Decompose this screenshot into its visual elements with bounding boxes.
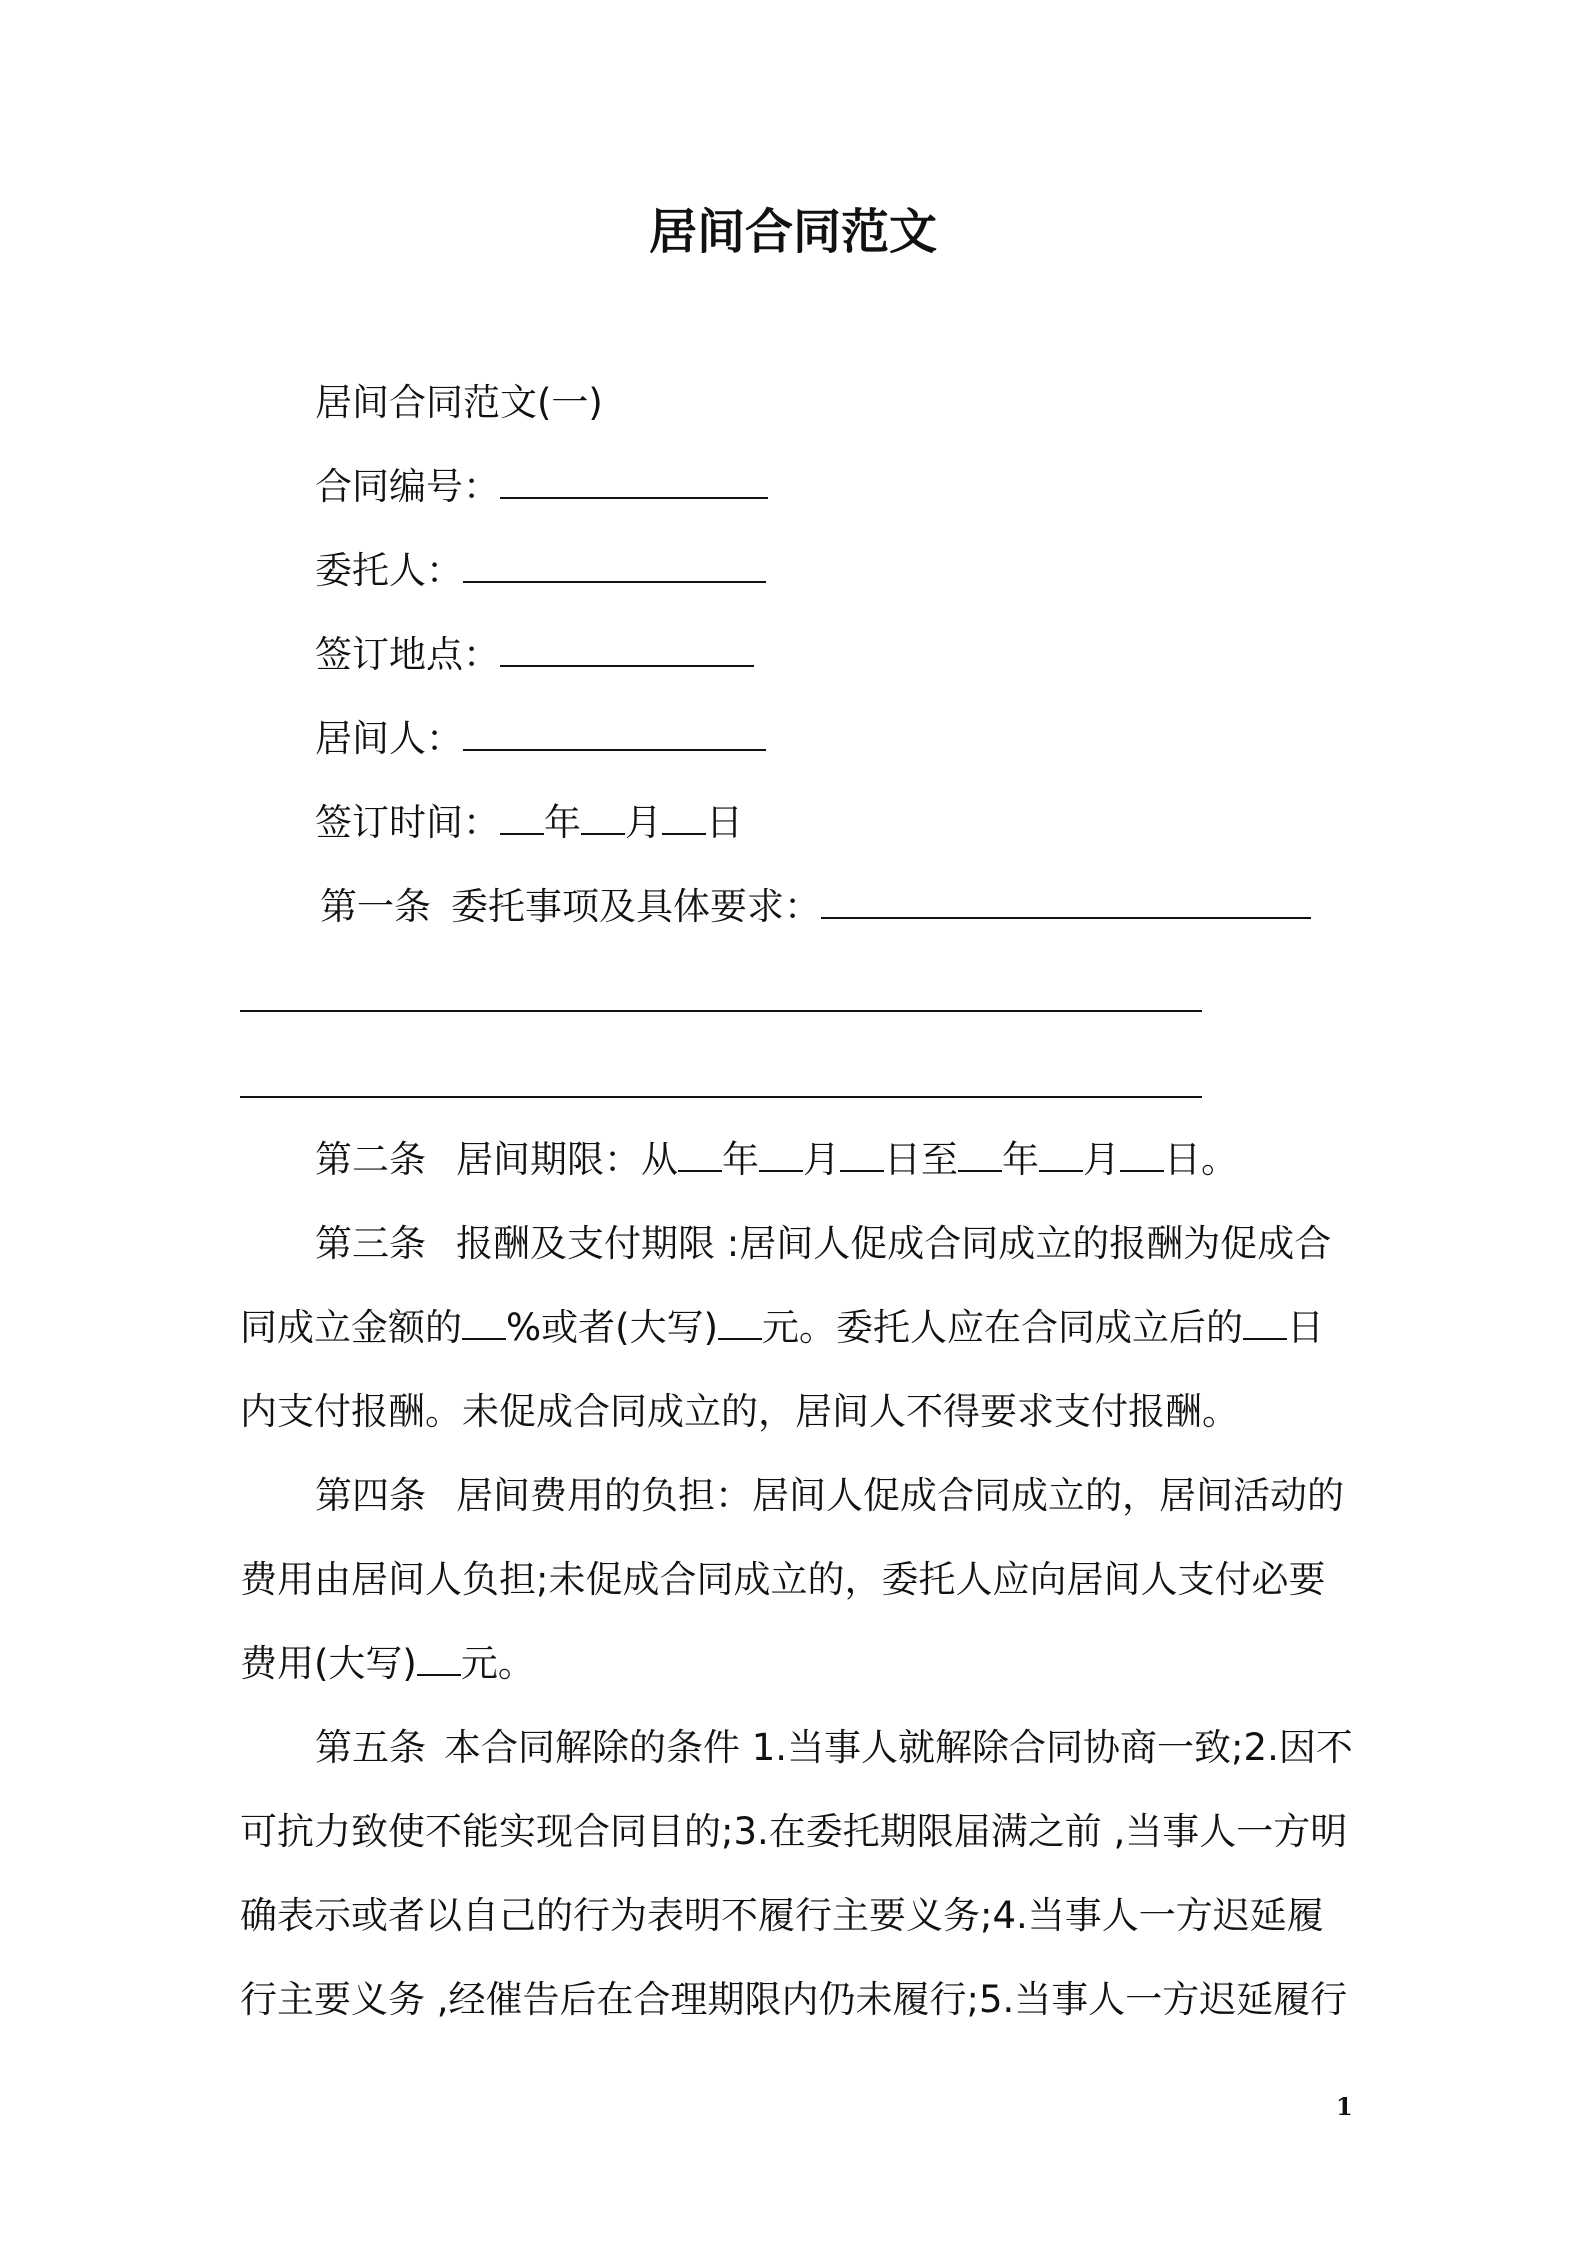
period-end-day-blank xyxy=(1120,1140,1164,1172)
principal-label: 委托人： xyxy=(315,549,463,592)
article-1-label: 第一条 xyxy=(320,885,431,928)
document-title: 居间合同范文 xyxy=(648,204,937,260)
commission-amount-blank xyxy=(718,1308,762,1340)
article-1-blank xyxy=(821,887,1311,919)
article-5-line-3: 确表示或者以自己的行为表明不履行主要义务;4.当事人一方迟延履 xyxy=(240,1894,1324,1937)
article-3-line-3: 内支付报酬。未促成合同成立的，居间人不得要求支付报酬。 xyxy=(240,1390,1239,1433)
article-1-line xyxy=(320,882,1311,932)
article-5-line-1 xyxy=(315,1723,1353,1773)
article-4-line-3 xyxy=(240,1639,535,1689)
article-5-line-4: 行主要义务 ,经催告后在合理期限内仍未履行;5.当事人一方迟延履行 xyxy=(240,1978,1348,2021)
sign-time-line xyxy=(315,798,743,848)
sign-place-line xyxy=(315,630,754,680)
article-5-line-2: 可抗力致使不能实现合同目的;3.在委托期限届满之前 ,当事人一方明 xyxy=(240,1810,1348,1853)
article-3-line-1 xyxy=(315,1219,1331,1269)
period-end-day-unit: 日。 xyxy=(1164,1138,1238,1181)
page-number: 1 xyxy=(1336,2092,1353,2121)
sign-place-blank xyxy=(500,635,754,667)
article-4-line-2: 费用由居间人负担;未促成合同成立的，委托人应向居间人支付必要 xyxy=(240,1558,1326,1601)
article-3-text-2a: 同成立金额的 xyxy=(240,1306,462,1349)
article-4-text-3b: 元。 xyxy=(460,1642,535,1685)
article-1-text: 委托事项及具体要求： xyxy=(451,885,821,928)
period-end-year-blank xyxy=(958,1140,1002,1172)
period-end-month-blank xyxy=(1039,1140,1083,1172)
article-5-label: 第五条 xyxy=(315,1726,426,1769)
article-3-text-2c: 元。委托人应在合同成立后的 xyxy=(762,1306,1244,1349)
contract-number-label: 合同编号： xyxy=(315,465,500,508)
subtitle: 居间合同范文(一) xyxy=(315,381,603,424)
sign-year-unit: 年 xyxy=(544,801,581,844)
article-4-text-3a: 费用(大写) xyxy=(240,1642,417,1685)
commission-percent-blank xyxy=(462,1308,506,1340)
article-3-text-2b: %或者(大写) xyxy=(506,1306,719,1349)
article-1-rule-2 xyxy=(240,1096,1202,1098)
period-start-day-blank xyxy=(840,1140,884,1172)
article-5-text-1: 本合同解除的条件 1.当事人就解除合同协商一致;2.因不 xyxy=(444,1726,1353,1769)
sign-month-blank xyxy=(581,803,625,835)
period-end-month-unit: 月 xyxy=(1083,1138,1120,1181)
period-start-year-unit: 年 xyxy=(722,1138,759,1181)
principal-line xyxy=(315,546,766,596)
article-4-line-1 xyxy=(315,1471,1344,1521)
sign-month-unit: 月 xyxy=(625,801,662,844)
period-start-day-unit: 日至 xyxy=(884,1138,958,1181)
article-3-label: 第三条 xyxy=(315,1222,426,1265)
article-2-line xyxy=(315,1135,1238,1185)
sign-day-unit: 日 xyxy=(706,801,743,844)
article-4-label: 第四条 xyxy=(315,1474,426,1517)
article-3-text-1: 报酬及支付期限 :居间人促成合同成立的报酬为促成合 xyxy=(456,1222,1332,1265)
sign-place-label: 签订地点： xyxy=(315,633,500,676)
principal-blank xyxy=(463,551,766,583)
article-4-text-1: 居间费用的负担：居间人促成合同成立的，居间活动的 xyxy=(456,1474,1344,1517)
intermediary-label: 居间人： xyxy=(315,717,463,760)
period-start-year-blank xyxy=(678,1140,722,1172)
intermediary-line xyxy=(315,714,766,764)
sign-day-blank xyxy=(662,803,706,835)
contract-number-line xyxy=(315,462,768,512)
payment-days-blank xyxy=(1243,1308,1287,1340)
sign-year-blank xyxy=(500,803,544,835)
article-3-line-2 xyxy=(240,1303,1324,1353)
contract-number-blank xyxy=(500,467,768,499)
period-start-month-blank xyxy=(759,1140,803,1172)
period-end-year-unit: 年 xyxy=(1002,1138,1039,1181)
article-2-label: 第二条 xyxy=(315,1138,426,1181)
period-start-month-unit: 月 xyxy=(803,1138,840,1181)
sign-time-label: 签订时间： xyxy=(315,801,500,844)
expense-amount-blank xyxy=(417,1644,461,1676)
article-2-prefix: 居间期限：从 xyxy=(456,1138,678,1181)
intermediary-blank xyxy=(463,719,766,751)
article-1-rule-1 xyxy=(240,1010,1202,1012)
article-3-text-2d: 日 xyxy=(1287,1306,1325,1349)
